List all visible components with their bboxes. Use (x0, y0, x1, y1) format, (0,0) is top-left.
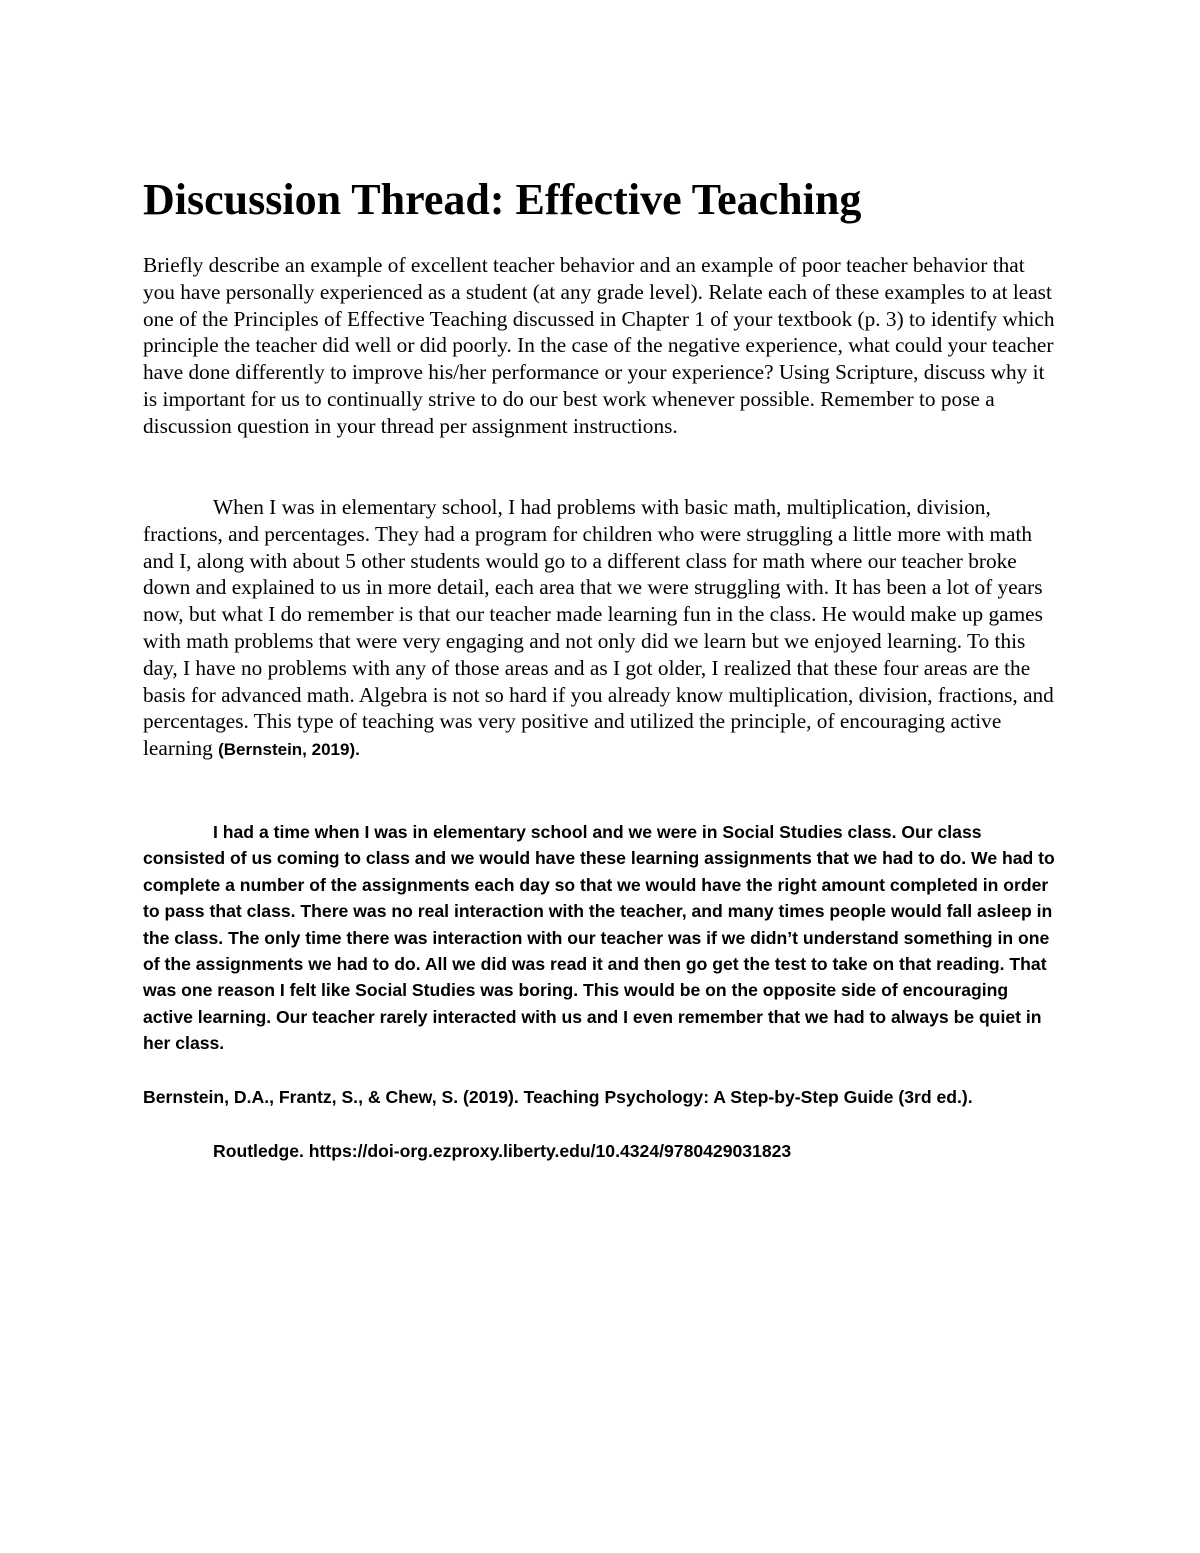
positive-experience-paragraph (143, 494, 1061, 764)
reference-line-1: Bernstein, D.A., Frantz, S., & Chew, S. (2019). Teaching Psychology: A Step-by-Step Guide (3rd ed.). (143, 1087, 973, 1107)
in-text-citation: (Bernstein, 2019). (218, 740, 360, 760)
negative-experience-paragraph: I had a time when I was in elementary school and we were in Social Studies class. Our class consisted of us coming to class and we would have these learning assignments that we had to do. We had to complete a number of the assignments each day so that we would have the right amount completed in order to pass that class. There was no real interaction with the teacher, and many times people would fall asleep in the class. The only time there was interaction with our teacher was if we didn’t understand something in one of the assignments we had to do. All we did was read it and then go get the test to take on that reading. That was one reason I felt like Social Studies was boring. This would be on the opposite side of encouraging active learning. Our teacher rarely interacted with us and I even remember that we had to always be quiet in her class. (143, 822, 1055, 1054)
reference-line-2: Routledge. https://doi-org.ezproxy.liberty.edu/10.4324/9780429031823 (213, 1141, 792, 1161)
assignment-prompt: Briefly describe an example of excellent teacher behavior and an example of poor teacher behavior that you have personally experienced as a student (at any grade level). Relate each of these examples to at least one of the Principles of Effective Teaching discussed in Chapter 1 of your textbook (p. 3) to identify which principle the teacher did well or did poorly. In the case of the negative experience, what could your teacher have done differently to improve his/her performance or your experience? Using Scripture, discuss why it is important for us to continually strive to do our best work whenever possible. Remember to pose a discussion question in your thread per assignment instructions. (143, 253, 1055, 438)
page-title: Discussion Thread: Effective Teaching (143, 175, 862, 224)
positive-experience-text: When I was in elementary school, I had problems with basic math, multiplication, division, fractions, and percentages. They had a program for children who were struggling a little more with math and I, along with about 5 other students would go to a different class for math where our teacher broke down and explained to us in more detail, each area that we were struggling with. It has been a lot of years now, but what I do remember is that our teacher made learning fun in the class. He would make up games with math problems that were very engaging and not only did we learn but we enjoyed learning. To this day, I have no problems with any of those areas and as I got older, I realized that these four areas are the basis for advanced math. Algebra is not so hard if you already know multiplication, division, fractions, and percentages. This type of teaching was very positive and utilized the principle, of encouraging active learning (143, 495, 1054, 761)
